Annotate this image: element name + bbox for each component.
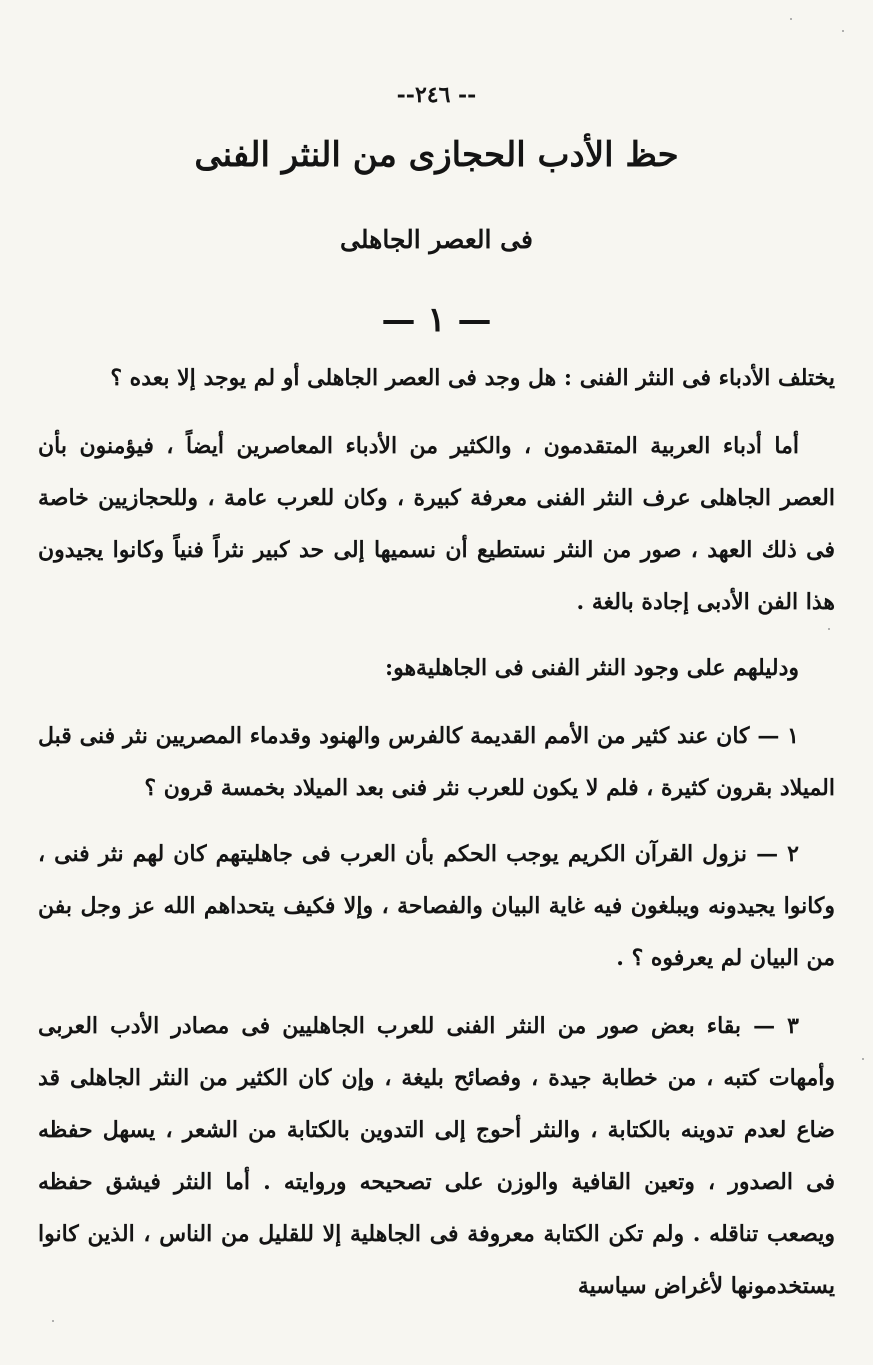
chapter-title: حظ الأدب الحجازى من النثر الفنى [194,135,679,175]
page-number: -- ٢٤٦-- [396,82,477,108]
paragraph-classic-view: أما أدباء العربية المتقدمون ، والكثير من الأدباء المعاصرين أيضاً ، فيؤمنون بأن العصر الجاهلى عرف النثر الفنى معرفة كبيرة ، وكان للعرب عامة ، وللحجازيين خاصة فى ذلك العهد ، صور من النثر نستطيع أن نسميها إلى حد كبير نثراً فنياً وكانوا يجيدون هذا الفن الأدبى إجادة بالغة . [38,433,835,615]
chapter-subtitle: فى العصر الجاهلى [340,225,533,254]
paragraph-evidence-intro: ودليلهم على وجود النثر الفنى فى الجاهليةهو: [384,655,799,681]
paragraph-question: يختلف الأدباء فى النثر الفنى : هل وجد فى العصر الجاهلى أو لم يوجد إلا بعده ؟ [110,365,835,391]
paper-speck [828,628,830,630]
paper-speck [842,30,844,32]
paper-speck [862,1058,864,1060]
paragraph-evidence-2: ٢ — نزول القرآن الكريم يوجب الحكم بأن العرب فى جاهليتهم كان لهم نثر فنى ، وكانوا يجيدونه ويبلغون فيه غاية البيان والفصاحة ، وإلا فكيف يتحداهم الله عز وجل بفن من البيان لم يعرفوه ؟ . [38,841,835,971]
paper-speck [52,1320,54,1322]
paragraph-evidence-1: ١ — كان عند كثير من الأمم القديمة كالفرس والهنود وقدماء المصريين نثر فنى قبل الميلاد بقرون كثيرة ، فلم لا يكون للعرب نثر فنى بعد الميلاد بخمسة قرون ؟ [38,723,835,801]
section-number: — ١ — [381,300,492,340]
paper-speck [790,18,792,20]
paragraph-evidence-3: ٣ — بقاء بعض صور من النثر الفنى للعرب الجاهليين فى مصادر الأدب العربى وأمهات كتبه ، من خطابة جيدة ، وفصائح بليغة ، وإن كان الكثير من النثر الجاهلى قد ضاع لعدم تدوينه بالكتابة ، والنثر أحوج إلى التدوين بالكتابة من الشعر ، يسهل حفظه فى الصدور ، وتعين القافية والوزن على تصحيحه وروايته . أما النثر فيشق حفظه ويصعب تناقله . ولم تكن الكتابة معروفة فى الجاهلية إلا للقليل من الناس ، الذين كانوا يستخدمونها لأغراض سياسية [38,1013,835,1299]
